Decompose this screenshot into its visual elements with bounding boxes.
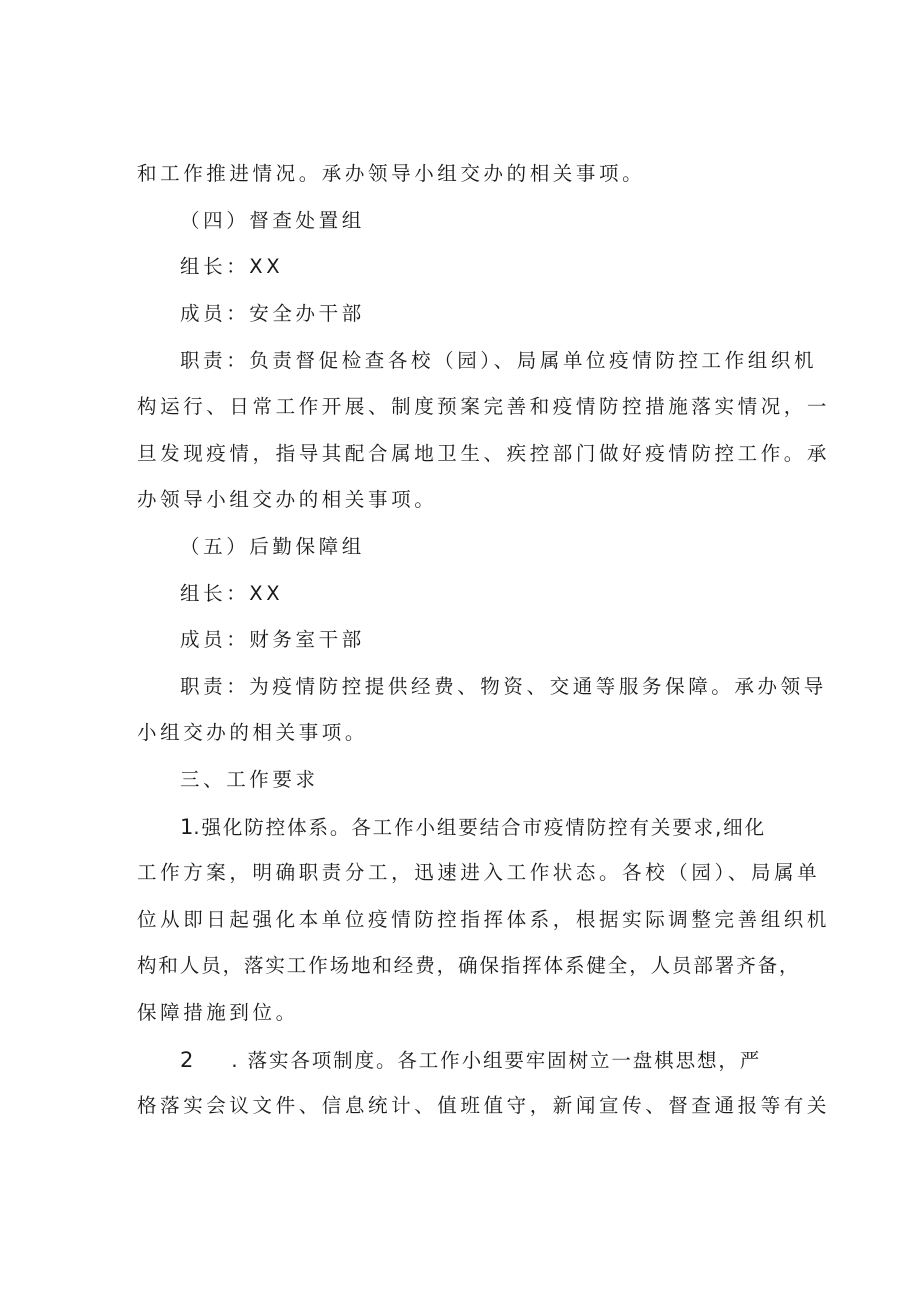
supervision-group-duty-line: 旦发现疫情，指导其配合属地卫生、疾控部门做好疫情防控工作。承 xyxy=(137,442,831,465)
requirement-2-number: 2 xyxy=(180,1048,194,1072)
logistics-group-members: 成员：财务室干部 xyxy=(180,628,365,651)
requirement-1-line xyxy=(180,815,766,840)
logistics-group-duty-line: 职责：为疫情防控提供经费、物资、交通等服务保障。承办领导 xyxy=(180,675,827,698)
requirement-1-text: .强化防控体系。各工作小组要结合市疫情防控有关要求,细化 xyxy=(193,816,766,839)
logistics-group-duty-line: 小组交办的相关事项。 xyxy=(137,721,369,744)
section-heading-logistics-group: （五）后勤保障组 xyxy=(180,535,365,558)
supervision-group-members: 成员：安全办干部 xyxy=(180,302,365,325)
supervision-group-duty-line: 办领导小组交办的相关事项。 xyxy=(137,488,438,511)
logistics-group-leader: 组长：XX xyxy=(180,582,284,605)
supervision-group-duty-line: 构运行、日常工作开展、制度预案完善和疫情防控措施落实情况，一 xyxy=(137,395,831,418)
section-heading-supervision-group: （四）督查处置组 xyxy=(180,209,365,232)
requirement-2-line xyxy=(180,1048,761,1073)
requirement-2-line: 格落实会议文件、信息统计、值班值守，新闻宣传、督查通报等有关 xyxy=(137,1094,831,1117)
requirement-1-line: 保障措施到位。 xyxy=(137,1001,299,1024)
paragraph-line: 和工作推进情况。承办领导小组交办的相关事项。 xyxy=(137,162,646,185)
requirement-2-text: . 落实各项制度。各工作小组要牢固树立一盘棋思想，严 xyxy=(231,1049,762,1072)
requirement-1-line: 位从即日起强化本单位疫情防控指挥体系，根据实际调整完善组织机 xyxy=(137,908,831,931)
supervision-group-duty-line: 职责：负责督促检查各校（园）、局属单位疫情防控工作组织机 xyxy=(180,349,818,372)
requirement-1-line: 工作方案，明确职责分工，迅速进入工作状态。各校（园）、局属单 xyxy=(137,861,821,884)
section-heading-work-requirements: 三、工作要求 xyxy=(180,768,319,791)
supervision-group-leader: 组长：XX xyxy=(180,255,284,278)
requirement-1-number: 1 xyxy=(180,815,194,839)
requirement-1-line: 构和人员，落实工作场地和经费，确保指挥体系健全，人员部署齐备， xyxy=(137,954,801,977)
